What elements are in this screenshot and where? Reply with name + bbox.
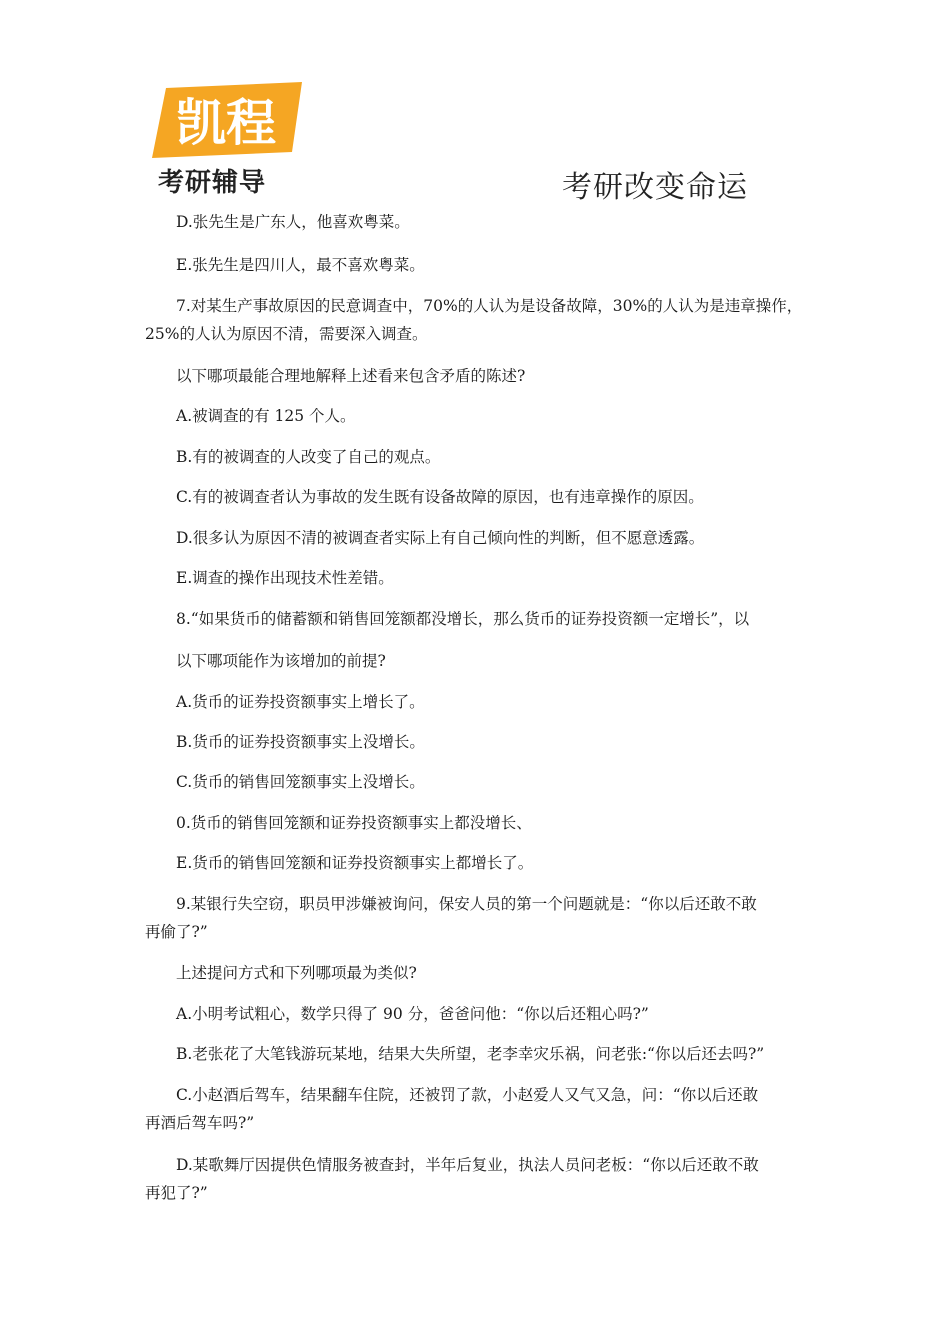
- slogan: 考研改变命运: [562, 170, 748, 205]
- question-line: 再偷了?”: [145, 923, 208, 941]
- option-line: E.货币的销售回笼额和证券投资额事实上都增长了。: [176, 854, 534, 872]
- question-line: 25%的人认为原因不清，需要深入调查。: [145, 325, 428, 343]
- option-line: 0.货币的销售回笼额和证券投资额事实上都没增长、: [176, 814, 532, 832]
- option-line: C.货币的销售回笼额事实上没增长。: [176, 773, 425, 791]
- brand-logo: [152, 80, 302, 198]
- option-line: 再酒后驾车吗?”: [145, 1114, 255, 1132]
- logo-graphic: [152, 80, 302, 160]
- option-line: B.老张花了大笔钱游玩某地，结果大失所望，老李幸灾乐祸，问老张:“你以后还去吗?”: [176, 1045, 765, 1063]
- option-line: D.很多认为原因不清的被调查者实际上有自己倾向性的判断，但不愿意透露。: [176, 529, 705, 547]
- prompt-line: 上述提问方式和下列哪项最为类似?: [176, 964, 417, 982]
- logo-text: 凯程: [176, 94, 276, 152]
- option-line: E.张先生是四川人，最不喜欢粤菜。: [176, 256, 425, 274]
- question-line: 9.某银行失空窃，职员甲涉嫌被询问，保安人员的第一个问题就是：“你以后还敢不敢: [176, 895, 757, 913]
- option-line: C.小赵酒后驾车，结果翻车住院，还被罚了款，小赵爱人又气又急，问：“你以后还敢: [176, 1086, 759, 1104]
- question-line: 8.“如果货币的储蓄额和销售回笼额都没增长，那么货币的证券投资额一定增长”，以: [176, 610, 750, 628]
- option-line: B.货币的证券投资额事实上没增长。: [176, 733, 425, 751]
- prompt-line: 以下哪项能作为该增加的前提?: [176, 652, 386, 670]
- option-line: A.小明考试粗心，数学只得了 90 分，爸爸问他：“你以后还粗心吗?”: [176, 1005, 649, 1023]
- option-line: A.被调查的有 125 个人。: [176, 407, 356, 425]
- option-line: A.货币的证券投资额事实上增长了。: [176, 693, 425, 711]
- option-line: E.调查的操作出现技术性差错。: [176, 569, 394, 587]
- option-line: 再犯了?”: [145, 1184, 208, 1202]
- logo-subtitle: 考研辅导: [158, 168, 267, 198]
- option-line: D.张先生是广东人，他喜欢粤菜。: [176, 213, 410, 231]
- option-line: C.有的被调查者认为事故的发生既有设备故障的原因，也有违章操作的原因。: [176, 488, 704, 506]
- option-line: D.某歌舞厅因提供色情服务被查封，半年后复业，执法人员问老板：“你以后还敢不敢: [176, 1156, 759, 1174]
- question-line: 7.对某生产事故原因的民意调查中，70%的人认为是设备故障，30%的人认为是违章操作，: [176, 297, 803, 315]
- option-line: B.有的被调查的人改变了自己的观点。: [176, 448, 441, 466]
- prompt-line: 以下哪项最能合理地解释上述看来包含矛盾的陈述?: [176, 367, 526, 385]
